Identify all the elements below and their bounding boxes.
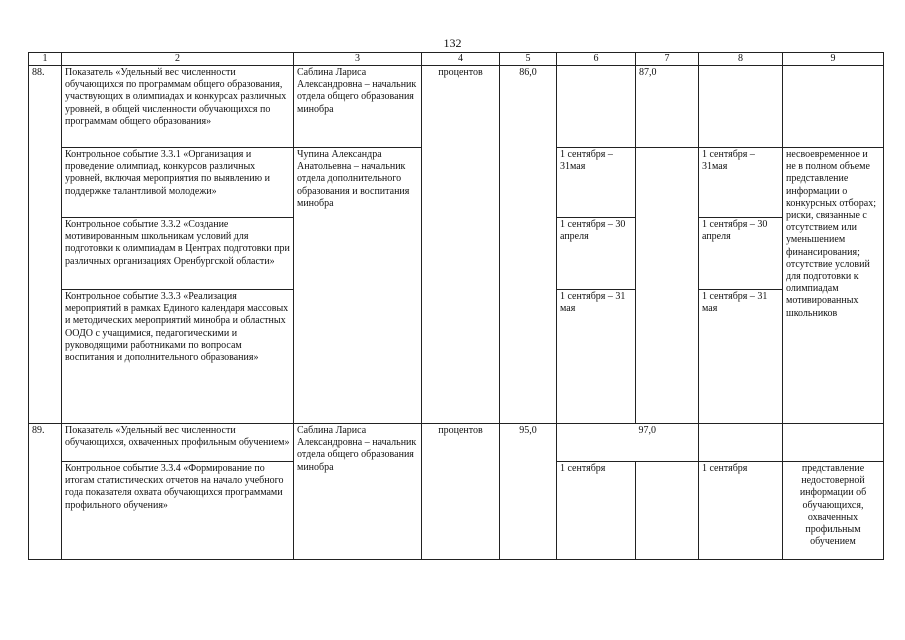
- event-start-cell: 1 сентября – 31 мая: [557, 290, 636, 424]
- events-responsible-cell: Чупина Александра Анатольевна – начальник отдела дополнительного образования и воспитания минобра: [294, 148, 422, 424]
- responsible-cell: Саблина Лариса Александровна – начальник отдела общего образования минобра: [294, 66, 422, 148]
- target-value-cell: 97,0: [636, 424, 699, 462]
- header-cell: 1: [29, 53, 62, 66]
- event-cell: Контрольное событие 3.3.4 «Формирование по итогам статистических отчетов на начало учебного года показателя охвата обучающихся программами профильного обучения»: [62, 462, 294, 560]
- row-number: 89.: [29, 424, 62, 560]
- empty-cell: [699, 66, 783, 148]
- page-number: 132: [443, 36, 462, 50]
- header-cell: 3: [294, 53, 422, 66]
- header-cell: 8: [699, 53, 783, 66]
- header-cell: 9: [783, 53, 884, 66]
- event-end-cell: 1 сентября – 31 мая: [699, 290, 783, 424]
- base-value-cell: 95,0: [500, 424, 557, 462]
- empty-cell: [636, 148, 699, 424]
- row-number: 88.: [29, 66, 62, 424]
- responsible-cell: Саблина Лариса Александровна – начальник отдела общего образования минобра: [294, 424, 422, 560]
- event-end-cell: 1 сентября – 30 апреля: [699, 218, 783, 290]
- header-cell: 6: [557, 53, 636, 66]
- header-cell: 4: [422, 53, 500, 66]
- header-cell: 2: [62, 53, 294, 66]
- empty-cell: [500, 462, 557, 560]
- indicator-cell: Показатель «Удельный вес численности обучающихся по программам общего образования, участвующих в олимпиадах и конкурсах различных уровней, в общей численности обучающихся по программам общего образования»: [62, 66, 294, 148]
- table-row: [29, 424, 884, 462]
- empty-cell: [636, 462, 699, 560]
- event-cell: Контрольное событие 3.3.2 «Создание мотивированным школьникам условий для подготовки к олимпиадам в Центрах подготовки при различных организациях Оренбургской области»: [62, 218, 294, 290]
- unit-cell: процентов: [422, 66, 500, 424]
- unit-cell: процентов: [422, 424, 500, 560]
- event-end-cell: 1 сентября – 31мая: [699, 148, 783, 218]
- table-row: [29, 66, 884, 148]
- event-cell: Контрольное событие 3.3.1 «Организация и проведение олимпиад, конкурсов различных уровней, включая мероприятия по выявлению и поддержке талантливой молодежи»: [62, 148, 294, 218]
- empty-cell: [500, 148, 557, 424]
- header-row: [29, 53, 884, 66]
- empty-cell: [557, 424, 636, 462]
- empty-cell: [783, 424, 884, 462]
- empty-cell: [699, 424, 783, 462]
- event-cell: Контрольное событие 3.3.3 «Реализация мероприятий в рамках Единого календаря массовых и методических мероприятий минобра и областных ООДО с учащимися, педагогическими и руководящими работниками по вопросам воспитания и дополнительного образования»: [62, 290, 294, 424]
- indicator-cell: Показатель «Удельный вес численности обучающихся, охваченных профильным обучением»: [62, 424, 294, 462]
- risks-cell: несвоевременное и не в полном объеме представление информации о конкурсных отборах; риски, связанные с отсутствием или уменьшением финансирования; отсутствие условий для подготовки к олимпиадам мотивированных школьников: [783, 148, 884, 424]
- event-start-cell: 1 сентября – 30 апреля: [557, 218, 636, 290]
- event-start-cell: 1 сентября: [557, 462, 636, 560]
- base-value-cell: 86,0: [500, 66, 557, 148]
- event-end-cell: 1 сентября: [699, 462, 783, 560]
- plan-table: [28, 52, 884, 560]
- event-start-cell: 1 сентября – 31мая: [557, 148, 636, 218]
- empty-cell: [557, 66, 636, 148]
- header-cell: 5: [500, 53, 557, 66]
- empty-cell: [783, 66, 884, 148]
- header-cell: 7: [636, 53, 699, 66]
- risks-cell: представление недостоверной информации об обучающихся, охваченных профильным обучением: [783, 462, 884, 560]
- target-value-cell: 87,0: [636, 66, 699, 148]
